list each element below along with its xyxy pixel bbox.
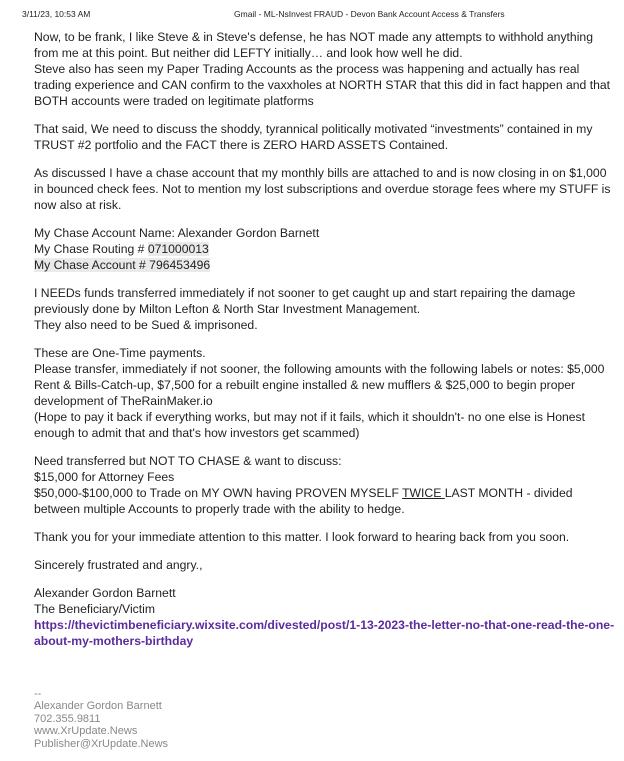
text-line: Need transferred but NOT TO CHASE & want to discuss: (34, 454, 342, 468)
text-line: enough to admit that and that's how investors get scammed) (34, 426, 360, 440)
paragraph-chase-account (34, 165, 612, 213)
signoff-name: Alexander Gordon Barnett (34, 586, 176, 600)
text-line: As discussed I have a chase account that my monthly bills are attached to and is now closing in on $1,000 (34, 166, 607, 180)
text-line: now also at risk. (34, 198, 122, 212)
email-body (34, 29, 615, 661)
account-details (34, 225, 612, 273)
print-header (22, 9, 612, 23)
signature-phone[interactable]: 702.355.9811 (34, 712, 101, 725)
paragraph-not-to-chase (34, 453, 612, 517)
text-line: $15,000 for Attorney Fees (34, 470, 175, 484)
paragraph-one-time-payments (34, 345, 612, 441)
text-line: Sincerely frustrated and angry., (34, 558, 203, 572)
routing-number[interactable]: 071000013 (147, 242, 209, 256)
text-line: between multiple Accounts to properly trade with the ability to hedge. (34, 502, 405, 516)
text-line: Now, to be frank, I like Steve & in Steve's defense, he has NOT made any attempts to withhold anything (34, 30, 593, 44)
paragraph-steve-defense (34, 29, 612, 109)
email-signature (34, 688, 168, 750)
paragraph-closing (34, 557, 612, 573)
signature-name: Alexander Gordon Barnett (34, 700, 162, 713)
text-line: Please transfer, immediately if not sooner, the following amounts with the following labels or notes: $5,000 (34, 362, 605, 376)
text-line: (Hope to pay it back if everything works, but may not if it fails, which it shouldn't- no one else is Honest (34, 410, 586, 424)
print-datetime: 3/11/23, 10:53 AM (22, 9, 91, 19)
text-line: previously done by Milton Lefton & North Star Investment Management. (34, 302, 421, 316)
routing-line (34, 241, 612, 257)
text-segment: $50,000-$100,000 to Trade on MY OWN having PROVEN MYSELF (34, 486, 403, 500)
text-segment: LAST MONTH - divided (444, 486, 573, 500)
text-line: These are One-Time payments. (34, 346, 206, 360)
text-line: I NEEDs funds transferred immediately if not sooner to get caught up and start repairing the damage (34, 286, 576, 300)
text-line: development of TheRainMaker.io (34, 394, 213, 408)
account-number[interactable]: My Chase Account # 796453496 (34, 258, 211, 272)
signature-email[interactable]: Publisher@XrUpdate.News (34, 737, 169, 750)
blog-link[interactable]: https://thevictimbeneficiary.wixsite.com/divested/post/1-13-2023-the-letter-no-that-one-read-the-one- (34, 618, 615, 632)
underlined-text: TWICE (402, 486, 445, 500)
signoff-block (34, 585, 615, 649)
signature-website[interactable]: www.XrUpdate.News (34, 725, 138, 738)
blog-link-continued[interactable]: about-my-mothers-birthday (34, 634, 194, 648)
text-line (34, 485, 612, 501)
print-title: Gmail - ML-NsInvest FRAUD - Devon Bank Account Access & Transfers (234, 9, 505, 19)
text-line: That said, We need to discuss the shoddy, tyrannical politically motivated “investments” contained in my (34, 122, 593, 136)
account-name: My Chase Account Name: Alexander Gordon Barnett (34, 226, 320, 240)
text-line: from me at this point. But neither did LEFTY initially… and look how well he did. (34, 46, 463, 60)
text-line: BOTH accounts were traded on legitimate platforms (34, 94, 314, 108)
account-number-line (34, 257, 612, 273)
paragraph-thank-you (34, 529, 612, 545)
signoff-role: The Beneficiary/Victim (34, 602, 156, 616)
text-line: Steve also has seen my Paper Trading Accounts as the process was happening and actually has real (34, 62, 580, 76)
text-line: Thank you for your immediate attention to this matter. I look forward to hearing back from you soon. (34, 530, 570, 544)
text-line: Rent & Bills-Catch-up, $7,500 for a rebuilt engine installed & new mufflers & $25,000 to begin proper (34, 378, 576, 392)
paragraph-trust-portfolio (34, 121, 612, 153)
text-line: trading experience and CAN confirm to the vaxxholes at NORTH STAR that this did in fact happen and that (34, 78, 611, 92)
text-line: in bounced check fees. Not to mention my lost subscriptions and overdue storage fees where my STUFF is (34, 182, 611, 196)
paragraph-funds-needed (34, 285, 612, 333)
text-line: They also need to be Sued & imprisoned. (34, 318, 258, 332)
text-line: TRUST #2 portfolio and the FACT there is ZERO HARD ASSETS Contained. (34, 138, 449, 152)
routing-label: My Chase Routing # (34, 242, 148, 256)
signature-dashes: -- (34, 688, 42, 700)
